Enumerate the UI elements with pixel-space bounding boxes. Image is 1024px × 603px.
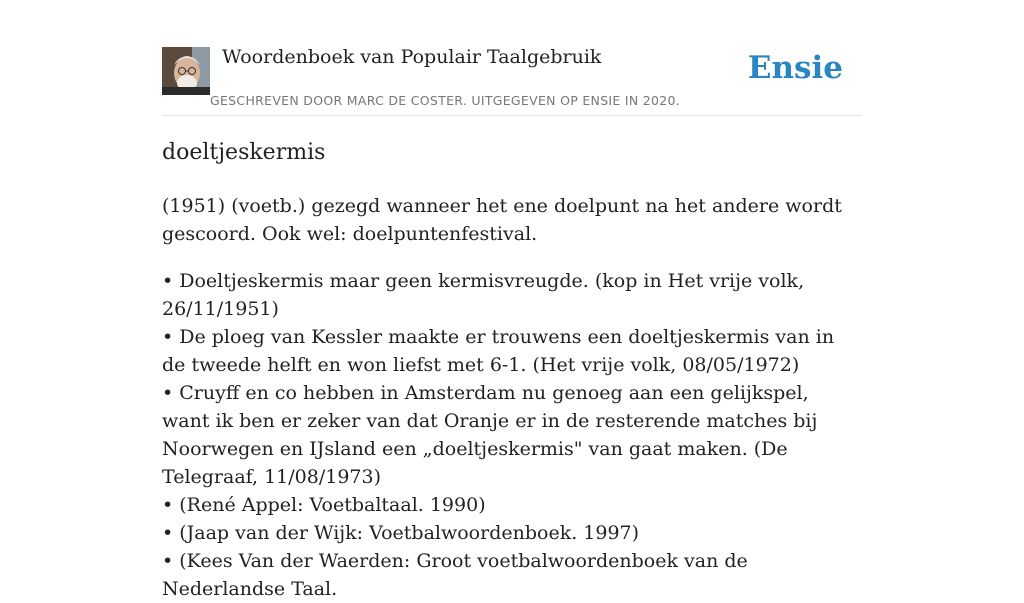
page-content [162, 0, 862, 600]
author-byline: GESCHREVEN DOOR MARC DE COSTER. UITGEGEVEN OP ENSIE IN 2020. [210, 93, 681, 108]
citation-item: • (Jaap van der Wijk: Voetbalwoordenboek. 1997) [162, 522, 640, 544]
citation-item: • (René Appel: Voetbaltaal. 1990) [162, 494, 486, 516]
book-title[interactable]: Woordenboek van Populair Taalgebruik [222, 46, 602, 68]
citation-item: • Doeltjeskermis maar geen kermisvreugde. (kop in Het vrije volk, 26/11/1951) [162, 270, 805, 320]
entry-term: doeltjeskermis [162, 140, 326, 165]
entry-definition: (1951) (voetb.) gezegd wanneer het ene doelpunt na het andere wordt gescoord. Ook wel: doelpuntenfestival. [162, 195, 842, 245]
citation-item: • (Kees Van der Waerden: Groot voetbalwoordenboek van de Nederlandse Taal. [162, 550, 748, 600]
header [162, 0, 862, 116]
author-avatar [162, 47, 210, 95]
ensie-logo-link[interactable]: Ensie [747, 50, 843, 86]
citation-item: • Cruyff en co hebben in Amsterdam nu genoeg aan een gelijkspel, want ik ben er zeker van dat Oranje er in de resterende matches bij Noorwegen en IJsland een „doeltjeskermis" van gaat maken. (De Telegraaf, 11/08/1973) [162, 382, 818, 488]
citation-item: • De ploeg van Kessler maakte er trouwens een doeltjeskermis van in de tweede helft en won liefst met 6-1. (Het vrije volk, 08/05/1972) [162, 326, 835, 376]
author-portrait-icon [162, 47, 210, 95]
citation-list [162, 267, 862, 603]
